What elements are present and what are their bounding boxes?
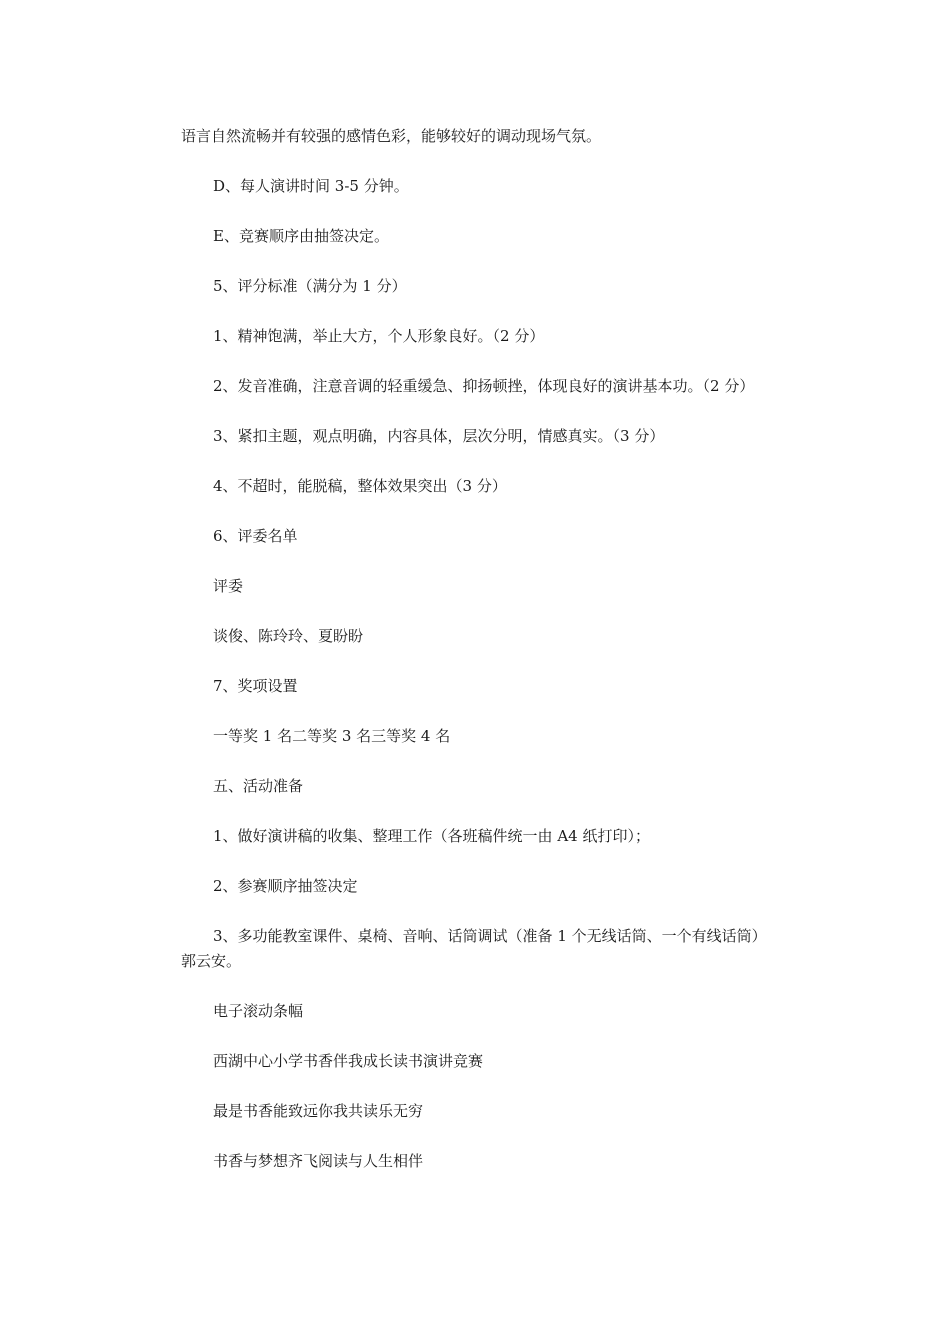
list-item: 1、做好演讲稿的收集、整理工作（各班稿件统一由 A4 纸打印）； xyxy=(213,827,650,845)
paragraph: E、竞赛顺序由抽签决定。 xyxy=(213,227,389,245)
list-item: 2、发音准确，注意音调的轻重缓急、抑扬顿挫，体现良好的演讲基本功。（2 分） xyxy=(213,377,755,395)
list-item: 4、不超时，能脱稿，整体效果突出（3 分） xyxy=(213,477,507,495)
section-heading: 5、评分标准（满分为 1 分） xyxy=(213,277,407,295)
document-body xyxy=(181,124,781,1199)
paragraph: D、每人演讲时间 3-5 分钟。 xyxy=(213,177,409,195)
paragraph: 语言自然流畅并有较强的感情色彩，能够较好的调动现场气氛。 xyxy=(181,127,602,145)
list-item: 2、参赛顺序抽签决定 xyxy=(213,877,358,895)
paragraph: 电子滚动条幅 xyxy=(213,1002,304,1020)
section-heading: 6、评委名单 xyxy=(213,527,298,545)
paragraph: 西湖中心小学书香伴我成长读书演讲竞赛 xyxy=(213,1052,484,1070)
list-item: 1、精神饱满，举止大方，个人形象良好。（2 分） xyxy=(213,327,545,345)
paragraph: 评委 xyxy=(213,577,244,595)
paragraph: 一等奖 1 名二等奖 3 名三等奖 4 名 xyxy=(213,727,451,745)
paragraph: 最是书香能致远你我共读乐无穷 xyxy=(213,1102,424,1120)
paragraph: 谈俊、陈玲玲、夏盼盼 xyxy=(213,627,364,645)
list-item: 3、紧扣主题，观点明确，内容具体，层次分明，情感真实。（3 分） xyxy=(213,427,665,445)
list-item: 3、多功能教室课件、桌椅、音响、话筒调试（准备 1 个无线话筒、一个有线话筒）郭云安。 xyxy=(181,927,767,970)
section-heading: 7、奖项设置 xyxy=(213,677,298,695)
section-heading: 五、活动准备 xyxy=(213,777,304,795)
paragraph: 书香与梦想齐飞阅读与人生相伴 xyxy=(213,1152,424,1170)
